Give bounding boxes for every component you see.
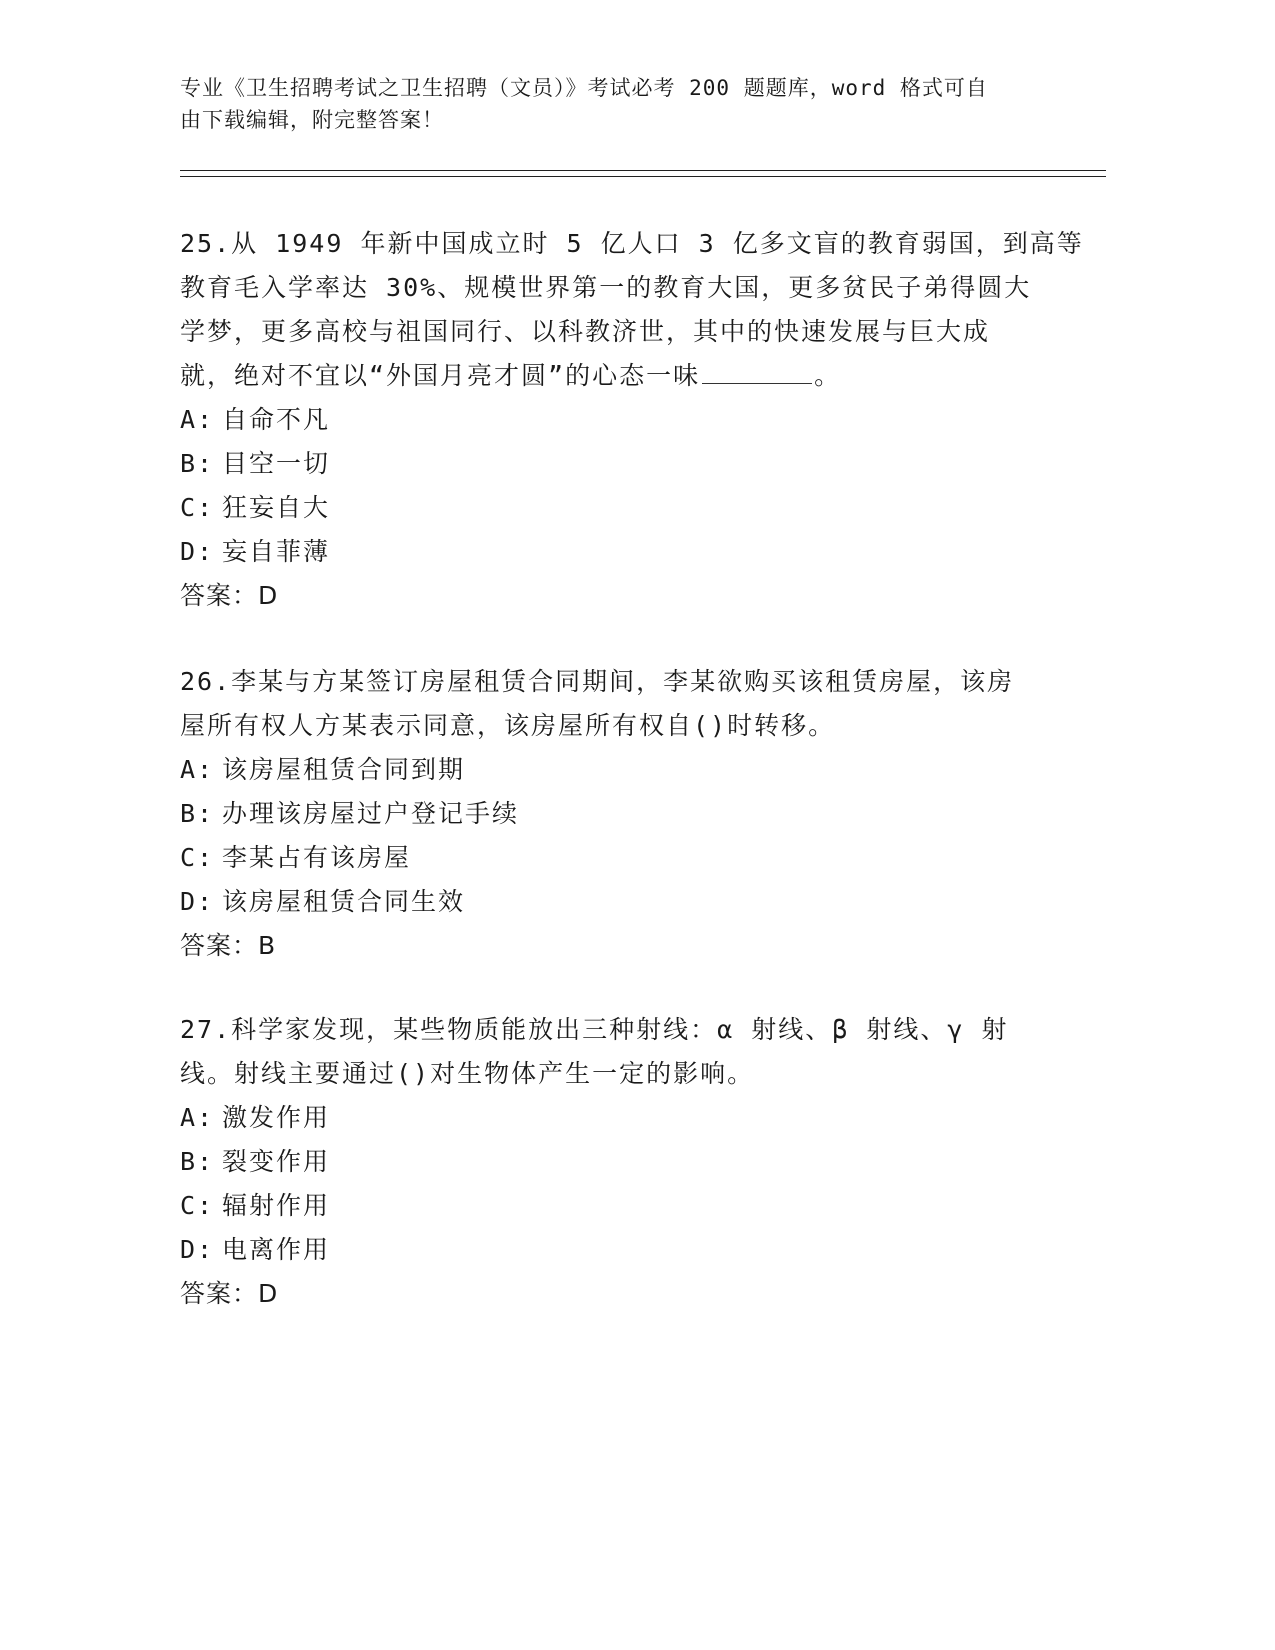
option-letter: C: <box>180 1191 215 1220</box>
option-c <box>180 836 1060 880</box>
question-stem-line: 学梦，更多高校与祖国同行、以科教济世，其中的快速发展与巨大成 <box>180 317 991 346</box>
option-text: 辐射作用 <box>222 1191 331 1220</box>
option-text: 激发作用 <box>222 1103 331 1132</box>
option-letter: D: <box>180 1235 215 1264</box>
option-letter: C: <box>180 493 215 522</box>
question-27 <box>180 1008 1060 1316</box>
question-25 <box>180 222 1084 618</box>
option-text: 该房屋租赁合同生效 <box>222 887 466 916</box>
option-letter: D: <box>180 537 215 566</box>
option-b <box>180 792 1060 836</box>
fill-in-blank <box>702 361 812 384</box>
question-26 <box>180 660 1060 968</box>
option-a <box>180 398 1060 442</box>
answer-line: 答案：D <box>180 1279 279 1308</box>
option-letter: A: <box>180 1103 215 1132</box>
header-divider-bottom <box>180 176 1106 177</box>
option-letter: B: <box>180 1147 215 1176</box>
option-d <box>180 530 1060 574</box>
option-a <box>180 1096 1060 1140</box>
option-b <box>180 442 1060 486</box>
option-text: 该房屋租赁合同到期 <box>222 755 466 784</box>
question-stem-line: 27.科学家发现，某些物质能放出三种射线：α 射线、β 射线、γ 射 <box>180 1015 1009 1044</box>
option-text: 狂妄自大 <box>222 493 331 522</box>
option-c <box>180 1184 1060 1228</box>
option-letter: A: <box>180 755 215 784</box>
option-text: 裂变作用 <box>222 1147 331 1176</box>
option-text: 自命不凡 <box>222 405 331 434</box>
option-letter: B: <box>180 449 215 478</box>
document-header <box>180 72 1060 136</box>
question-stem-line: 25.从 1949 年新中国成立时 5 亿人口 3 亿多文盲的教育弱国，到高等 <box>180 229 1084 258</box>
option-text: 目空一切 <box>222 449 331 478</box>
header-divider-top <box>180 170 1106 171</box>
option-b <box>180 1140 1060 1184</box>
question-stem-line: 线。射线主要通过()对生物体产生一定的影响。 <box>180 1059 755 1088</box>
option-d <box>180 880 1060 924</box>
option-text: 电离作用 <box>222 1235 331 1264</box>
option-text: 办理该房屋过户登记手续 <box>222 799 520 828</box>
option-letter: B: <box>180 799 215 828</box>
option-letter: D: <box>180 887 215 916</box>
question-stem-line: 屋所有权人方某表示同意，该房屋所有权自()时转移。 <box>180 711 836 740</box>
option-letter: A: <box>180 405 215 434</box>
option-text: 妄自菲薄 <box>222 537 331 566</box>
question-stem-line: 教育毛入学率达 30%、规模世界第一的教育大国，更多贫民子弟得圆大 <box>180 273 1032 302</box>
option-text: 李某占有该房屋 <box>222 843 412 872</box>
option-a <box>180 748 1060 792</box>
option-c <box>180 486 1060 530</box>
question-stem-end: 。 <box>814 361 842 390</box>
answer-line: 答案：B <box>180 931 277 960</box>
question-stem-line: 26.李某与方某签订房屋租赁合同期间，李某欲购买该租赁房屋，该房 <box>180 667 1015 696</box>
option-d <box>180 1228 1060 1272</box>
answer-line: 答案：D <box>180 581 279 610</box>
header-line-2: 由下载编辑，附完整答案！ <box>180 108 444 132</box>
question-stem-text: 就，绝对不宜以“外国月亮才圆”的心态一味 <box>180 361 701 390</box>
header-line-1: 专业《卫生招聘考试之卫生招聘（文员）》考试必考 200 题题库，word 格式可自 <box>180 76 988 100</box>
question-stem-line-with-blank <box>180 354 1060 398</box>
option-letter: C: <box>180 843 215 872</box>
